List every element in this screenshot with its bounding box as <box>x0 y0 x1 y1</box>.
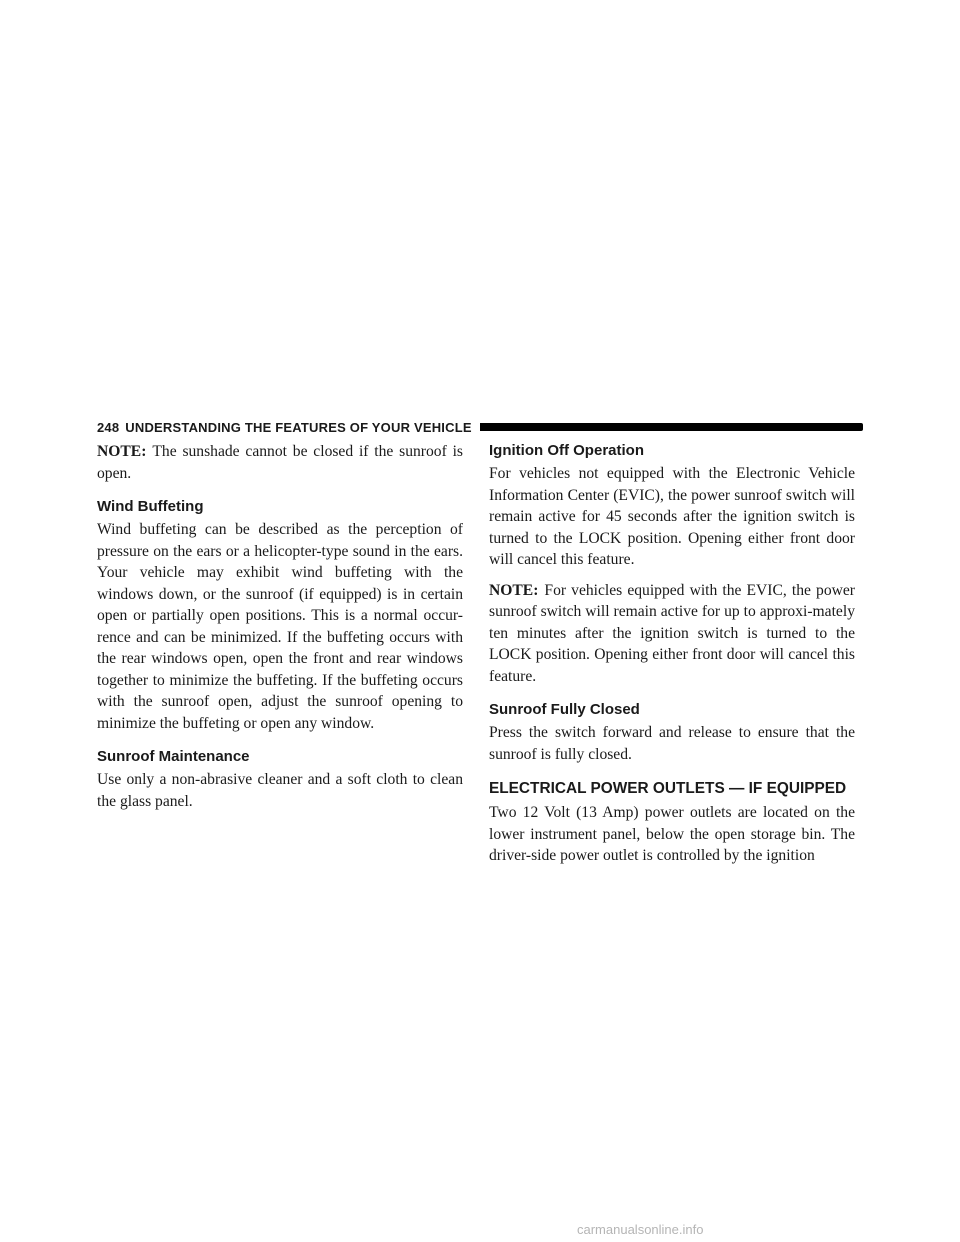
heading-sunroof-maintenance: Sunroof Maintenance <box>97 748 250 765</box>
heading-wind-buffeting: Wind Buffeting <box>97 498 204 515</box>
paragraph-ignition-off: For vehicles not equipped with the Electronic Vehicle Information Center (EVIC), the power sunroof switch will remain active for 45 seconds after the ignition switch is turned to the LOCK position. Opening either front door will cancel this feature. <box>489 465 855 568</box>
left-column <box>97 441 463 821</box>
page-header <box>97 418 863 436</box>
note-sunshade <box>97 441 463 484</box>
note-label: NOTE: <box>97 443 147 460</box>
note-evic <box>489 580 855 688</box>
paragraph-wind-buffeting: Wind buffeting can be described as the perception of pressure on the ears or a helicopter-type sound in the ears. Your vehicle may exhibit wind buffeting with the windows down, or the sunroof (if equipped) is in certain open or partially open positions. This is a normal occur-rence and can be minimized. If the buffeting occurs with the rear windows open, open the front and rear windows together to minimize the buffeting. If the buffeting occurs with the sunroof open, adjust the sunroof opening to minimize the buffeting or open any window. <box>97 521 463 732</box>
note-text: For vehicles equipped with the EVIC, the power sunroof switch will remain active for up to approxi-mately ten minutes after the ignition switch is turned to the LOCK position. Opening either front door will cancel this feature. <box>489 581 855 685</box>
heading-ignition-off: Ignition Off Operation <box>489 442 644 459</box>
header-rule <box>480 423 863 431</box>
paragraph-power-outlets: Two 12 Volt (13 Amp) power outlets are located on the lower instrument panel, below the open storage bin. The driver-side power outlet is controlled by the ignition <box>489 804 855 864</box>
note-label: NOTE: <box>489 581 539 599</box>
chapter-title: UNDERSTANDING THE FEATURES OF YOUR VEHICLE <box>125 419 472 435</box>
note-text: The sunshade cannot be closed if the sunroof is open. <box>97 443 463 482</box>
paragraph-sunroof-maintenance: Use only a non-abrasive cleaner and a soft cloth to clean the glass panel. <box>97 771 463 810</box>
heading-sunroof-fully-closed: Sunroof Fully Closed <box>489 701 640 718</box>
paragraph-sunroof-fully-closed: Press the switch forward and release to ensure that the sunroof is fully closed. <box>489 724 855 763</box>
page-number: 248 <box>97 419 120 435</box>
watermark: carmanualsonline.info <box>577 1222 704 1237</box>
heading-power-outlets: ELECTRICAL POWER OUTLETS — IF EQUIPPED <box>489 780 847 797</box>
right-column <box>489 441 855 876</box>
